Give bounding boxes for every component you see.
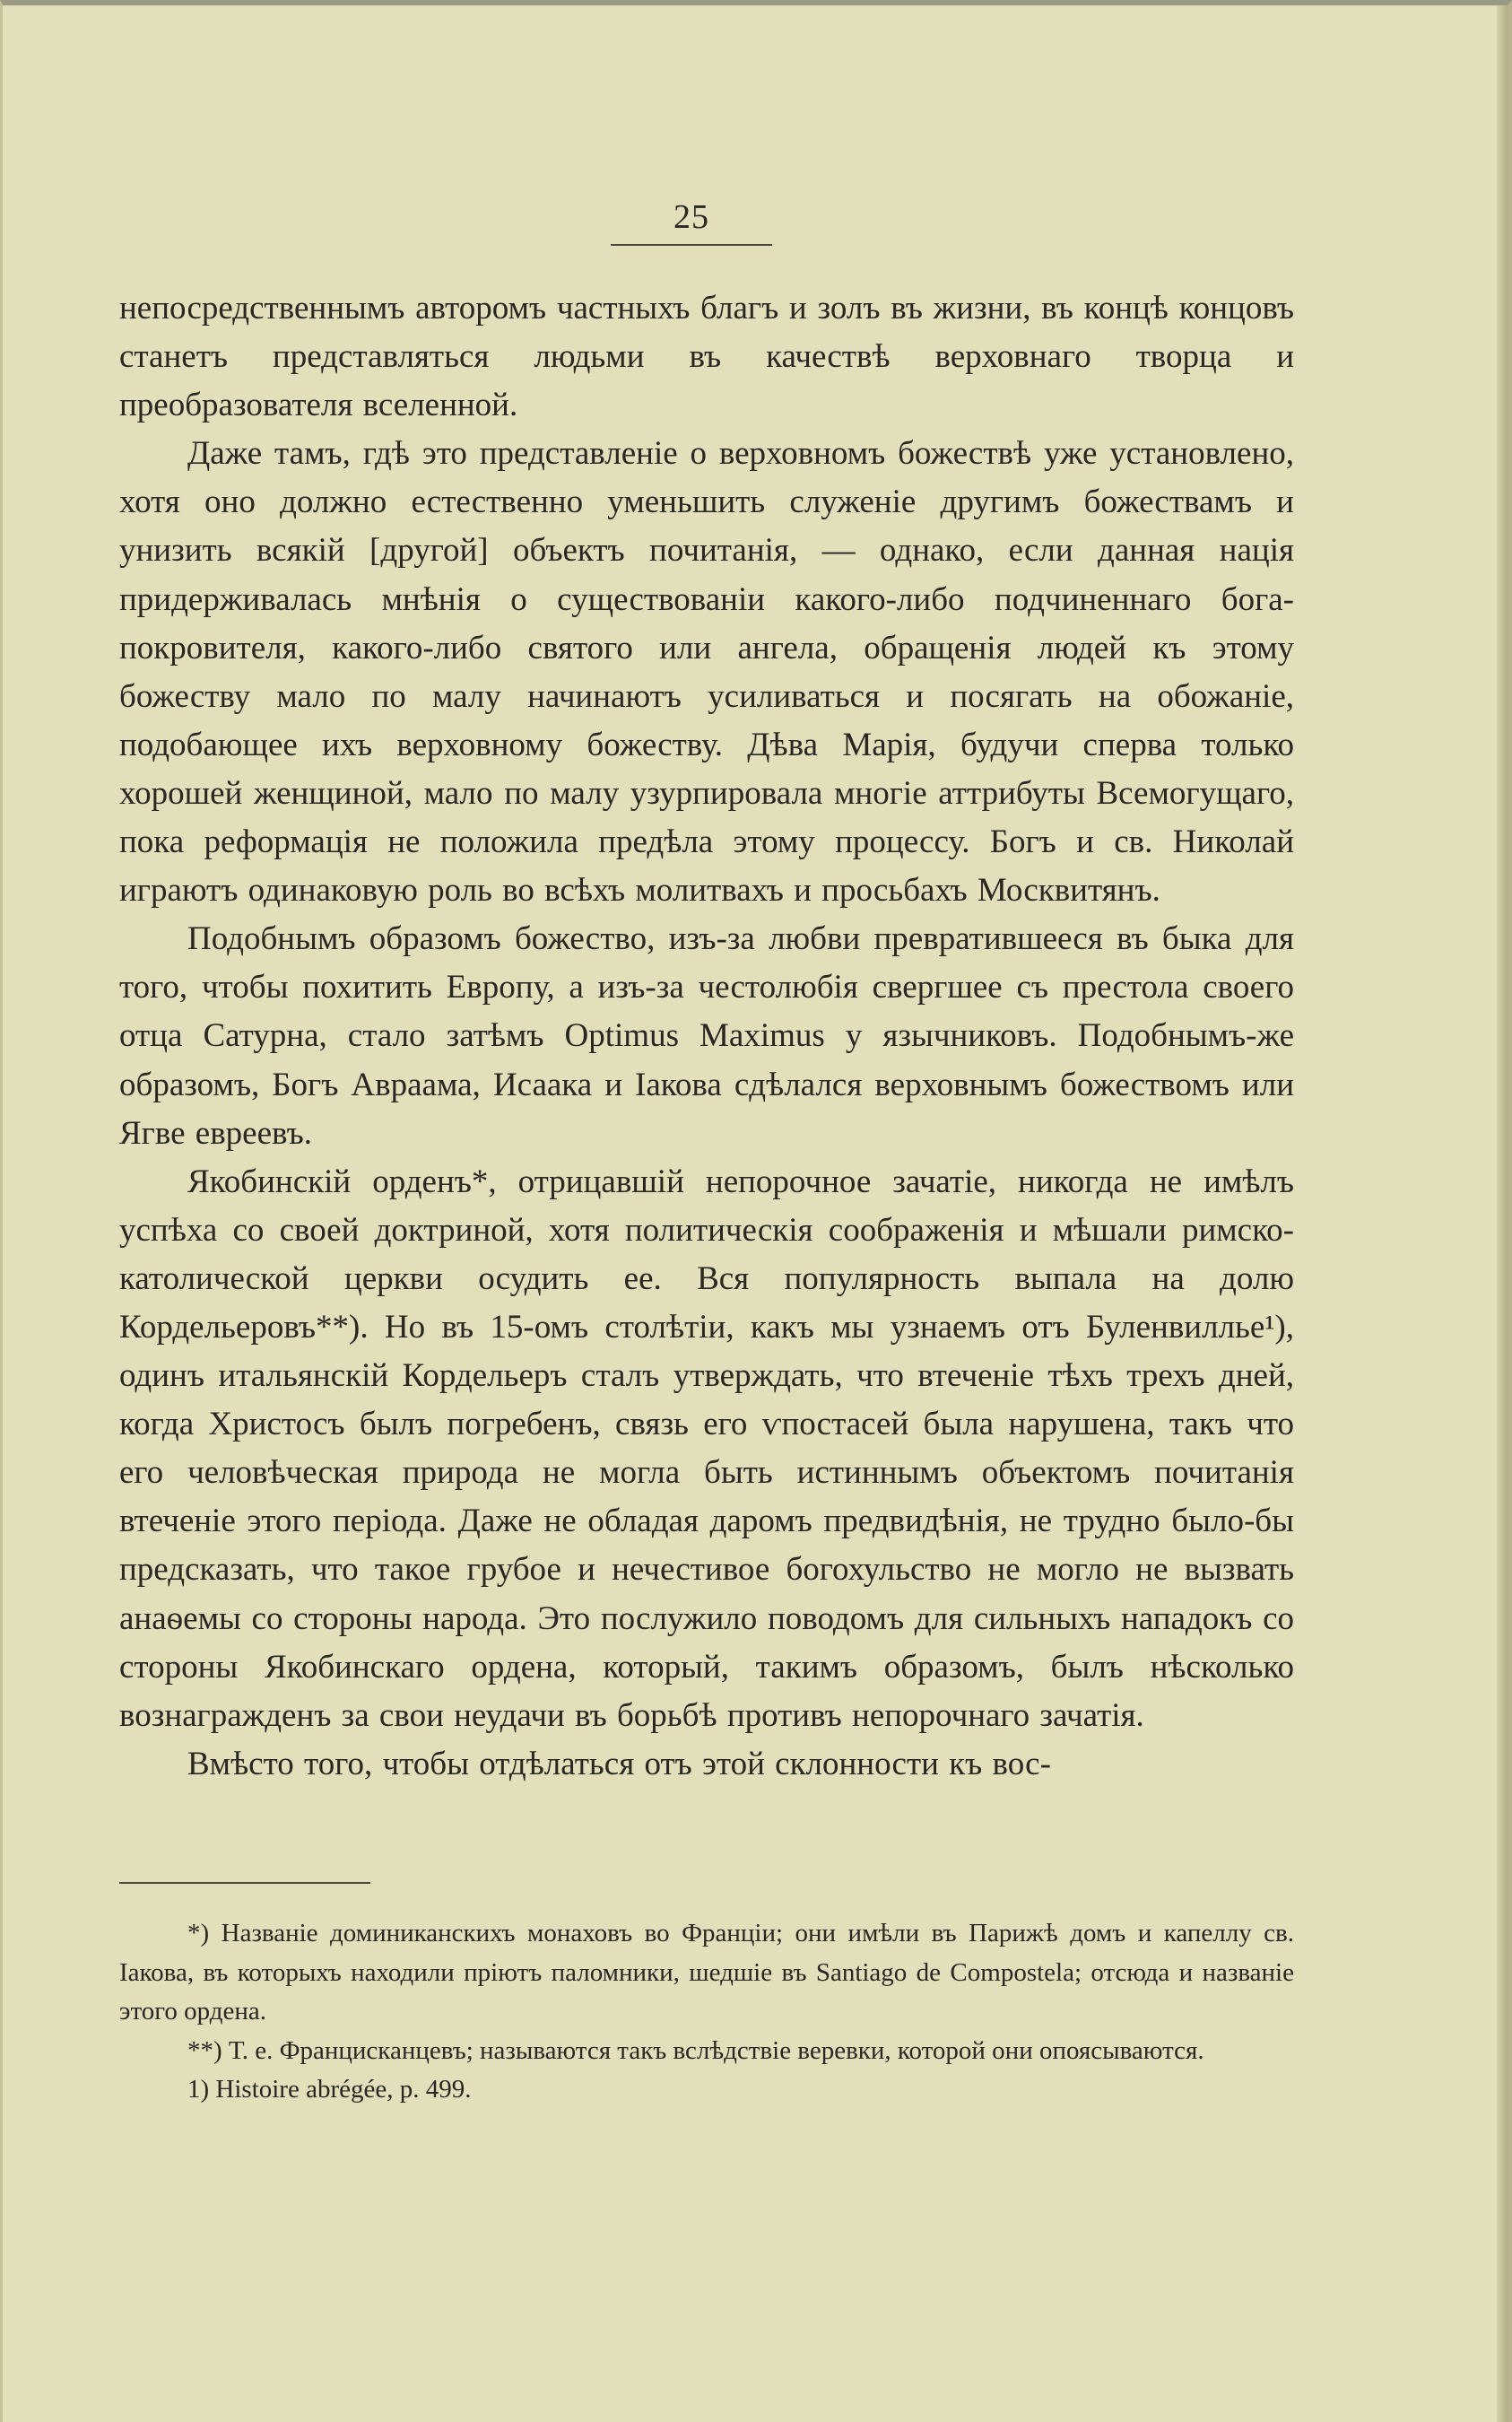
paragraph: Якобинскій орденъ*, отрицавшій непорочное зачатіе, никогда не имѣлъ успѣха со своей доктриной, хотя политическія соображенія и мѣшали римско-католической церкви осудить ее. Вся популярность выпала на долю Кордельеровъ**). Но въ 15-омъ столѣтіи, какъ мы узнаемъ отъ Буленвилльe¹), одинъ итальянскій Кордельеръ сталъ утверждать, что втеченіе тѣхъ трехъ дней, когда Христосъ былъ погребенъ, связь его ѵпостасей была нарушена, такъ что его человѣческая природа не могла быть истиннымъ объектомъ почитанія втеченіе этого періода. Даже не обладая даромъ предвидѣнія, не трудно было-бы предсказать, что такое грубое и нечестивое богохульство не могло не вызвать анаѳемы со стороны народа. Это послужило поводомъ для сильныхъ нападокъ со стороны Якобинскаго ордена, который, такимъ образомъ, былъ нѣсколько вознагражденъ за свои неудачи въ борьбѣ противъ непорочнаго зачатія.	[119, 1163, 1294, 1734]
footnote: **) Т. е. Францисканцевъ; называются такъ вслѣдствіе веревки, которой они опоясываются.	[187, 2035, 1204, 2065]
paragraph-continued: непосредственнымъ авторомъ частныхъ благъ и золъ въ жизни, въ концѣ концовъ станетъ представляться людьми въ качествѣ верховнаго творца и преобразователя вселенной.	[119, 290, 1294, 424]
main-text	[119, 284, 1294, 1789]
paragraph: Даже тамъ, гдѣ это представленіе о верховномъ божествѣ уже установлено, хотя оно должно естественно уменьшить служеніе другимъ божествамъ и унизить всякій [другой] объектъ почитанія, — однако, если данная нація придерживалась мнѣнія о существованіи какого-либо подчиненнаго бога-покровителя, какого-либо святого или ангела, обращенія людей къ этому божеству мало по малу начинаютъ усиливаться и посягать на обожаніе, подобающее ихъ верховному божеству. Дѣва Марія, будучи сперва только хорошей женщиной, мало по малу узурпировала многіе аттрибуты Всемогущаго, пока реформація не положила предѣла этому процессу. Богъ и св. Николай играютъ одинаковую роль во всѣхъ молитвахъ и просьбахъ Москвитянъ.	[119, 435, 1294, 910]
footnote-separator	[119, 1882, 370, 1884]
paragraph: Вмѣсто того, чтобы отдѣлаться отъ этой склонности къ вос-	[187, 1745, 1051, 1782]
page-edge-shadow	[1497, 5, 1508, 2422]
footnotes	[119, 1914, 1294, 2110]
footnote: 1) Histoire abrégée, p. 499.	[187, 2075, 472, 2104]
paragraph: Подобнымъ образомъ божество, изъ-за любви превратившееся въ быка для того, чтобы похитить Европу, а изъ-за честолюбія свергшее съ престола своего отца Сатурна, стало затѣмъ Optimus Maximus у язычниковъ. Подобнымъ-же образомъ, Богъ Авраама, Исаака и Іакова сдѣлался верховнымъ божествомъ или Ягве евреевъ.	[119, 920, 1294, 1152]
footnote: *) Названіе доминиканскихъ монаховъ во Франціи; они имѣли въ Парижѣ домъ и капеллу св. Іакова, въ которыхъ находили пріютъ паломники, шедшіе въ Santiago de Compostela; отсюда и названіе этого ордена.	[119, 1919, 1294, 2026]
page-number: 25	[673, 198, 709, 236]
page-number-rule	[611, 244, 772, 246]
